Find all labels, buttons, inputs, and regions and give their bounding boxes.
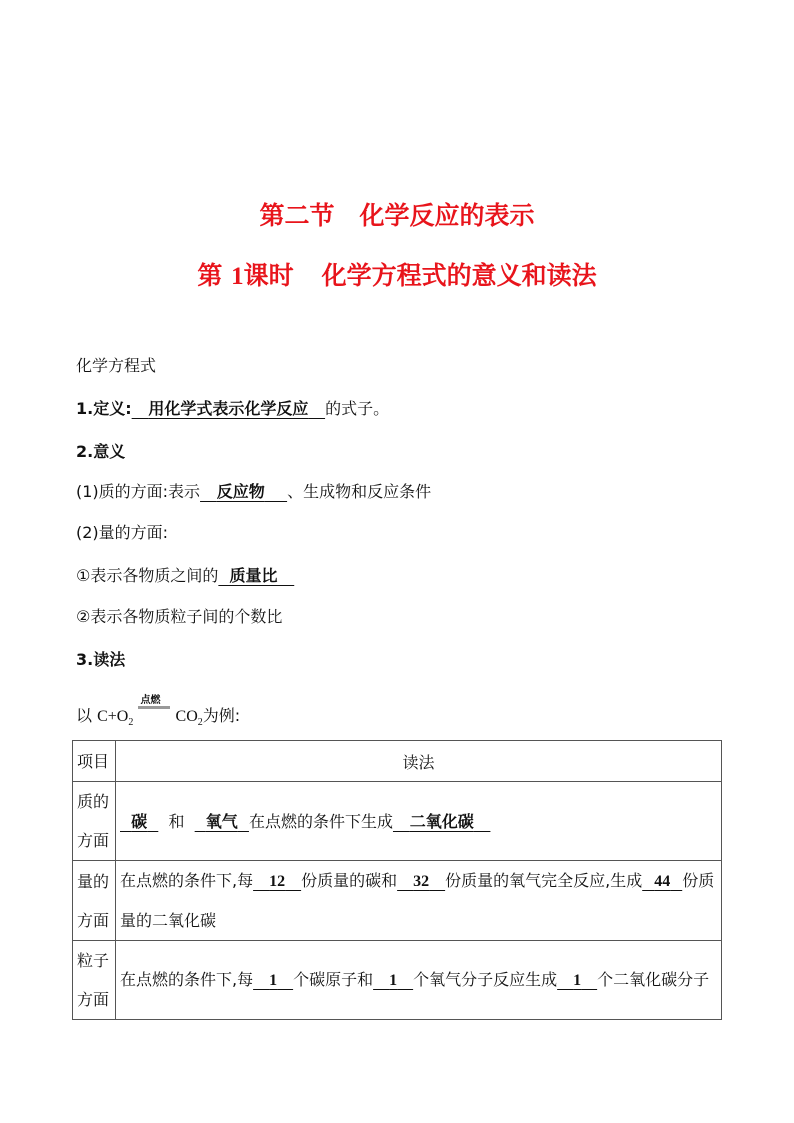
row-text: 个氧气分子反应生成 bbox=[413, 970, 558, 989]
row-content bbox=[116, 941, 722, 1020]
reading-label: 3.读法 bbox=[76, 650, 126, 669]
row-text: 个二氧化碳分子 bbox=[597, 970, 710, 989]
row-text: 在点燃的条件下,每 bbox=[120, 871, 254, 890]
qual-suffix: 、生成物和反应条件 bbox=[287, 482, 432, 501]
reaction-arrow bbox=[138, 694, 170, 726]
lesson-unit: 课时 bbox=[243, 261, 294, 290]
item1-line bbox=[76, 565, 294, 587]
header-reading: 读法 bbox=[116, 741, 722, 782]
row-text: 和 bbox=[168, 811, 185, 831]
item1-answer: 质量比 bbox=[229, 566, 278, 585]
qual-line bbox=[76, 481, 431, 503]
lesson-title-text: 化学方程式的意义和读法 bbox=[321, 261, 597, 290]
definition-label: 1.定义: bbox=[76, 399, 132, 418]
header-item: 项目 bbox=[73, 741, 116, 782]
row-label: 粒子方面 bbox=[73, 941, 116, 1020]
row-label: 量的方面 bbox=[73, 861, 116, 941]
answer-blank: 1 bbox=[573, 972, 582, 989]
lesson-title bbox=[0, 256, 794, 292]
table-header-row bbox=[73, 741, 722, 782]
quant-label: (2)量的方面: bbox=[76, 523, 169, 542]
table-row bbox=[73, 861, 722, 941]
answer-blank: 1 bbox=[389, 972, 398, 989]
qual-answer: 反应物 bbox=[216, 482, 265, 501]
answer-blank: 二氧化碳 bbox=[409, 811, 474, 831]
row-content bbox=[116, 861, 722, 941]
reaction-bar bbox=[138, 706, 170, 709]
answer-blank: 1 bbox=[269, 972, 278, 989]
lesson-number: 1 bbox=[231, 263, 244, 290]
row-label: 质的方面 bbox=[73, 782, 116, 861]
row-text: 在点燃的条件下,每 bbox=[120, 970, 254, 989]
row-content bbox=[116, 782, 722, 861]
row-text: 在点燃的条件下生成 bbox=[248, 811, 393, 831]
product: $CO_2$ bbox=[175, 708, 203, 729]
answer-blank: 碳 bbox=[131, 811, 148, 831]
section-title: 第二节 化学反应的表示 bbox=[259, 201, 535, 230]
example-prefix: 以 bbox=[76, 706, 93, 725]
reactants: $C+O_2$ bbox=[97, 708, 134, 729]
row-text: 个碳原子和 bbox=[293, 970, 374, 989]
answer-blank: 12 bbox=[269, 873, 286, 890]
row-text: 份质量的二氧化碳 bbox=[120, 871, 715, 930]
example-suffix: 为例: bbox=[202, 706, 241, 725]
row-text: 份质量的氧气完全反应,生成 bbox=[445, 871, 643, 890]
equation-example bbox=[76, 694, 241, 729]
intro-text: 化学方程式 bbox=[76, 356, 157, 375]
answer-blank: 32 bbox=[413, 873, 430, 890]
answer-blank: 44 bbox=[654, 873, 671, 890]
table-row bbox=[73, 941, 722, 1020]
qual-prefix: (1)质的方面:表示 bbox=[76, 482, 201, 501]
item2-line: ②表示各物质粒子间的个数比 bbox=[76, 607, 283, 626]
answer-blank: 氧气 bbox=[205, 811, 238, 831]
reading-table bbox=[72, 740, 722, 1020]
item1-prefix: ①表示各物质之间的 bbox=[76, 566, 219, 585]
row-text: 份质量的碳和 bbox=[301, 871, 398, 890]
definition-suffix: 的式子。 bbox=[325, 399, 390, 418]
definition-line bbox=[76, 398, 389, 420]
table-row bbox=[73, 782, 722, 861]
lesson-prefix: 第 bbox=[197, 261, 223, 290]
meaning-label: 2.意义 bbox=[76, 442, 126, 461]
reaction-condition: 点燃 bbox=[140, 694, 161, 706]
definition-answer: 用化学式表示化学反应 bbox=[148, 399, 309, 418]
